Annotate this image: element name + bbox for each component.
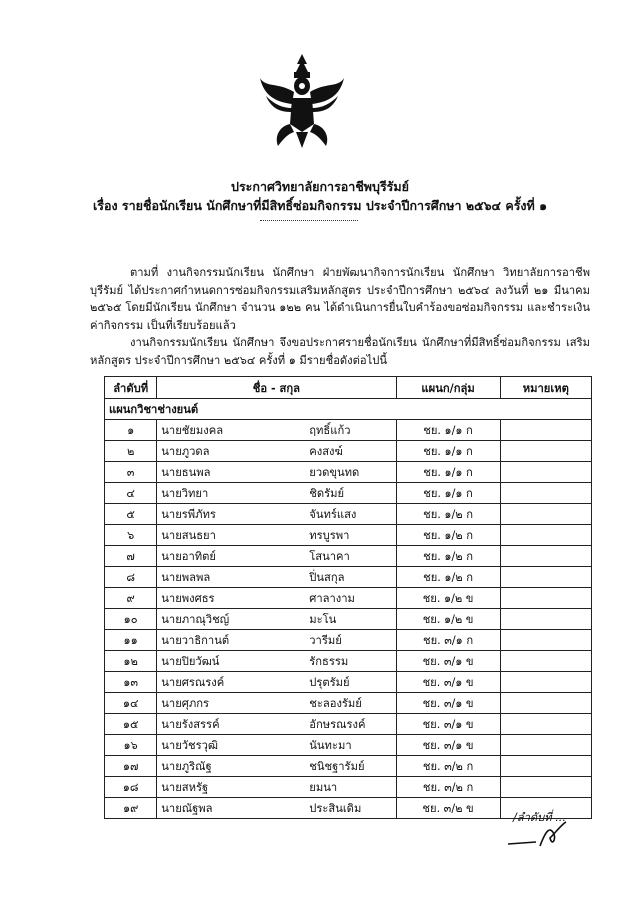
note: [500, 546, 591, 567]
dept-group: ชย. ๑/๑ ก: [396, 420, 500, 441]
note: [500, 483, 591, 504]
table-row: [105, 588, 592, 609]
note: [500, 714, 591, 735]
row-number: ๑๑: [105, 630, 157, 651]
row-number: ๗: [105, 546, 157, 567]
note: [500, 588, 591, 609]
row-number: ๑: [105, 420, 157, 441]
row-number: ๑๖: [105, 735, 157, 756]
first-name: นายธนพล: [161, 466, 211, 479]
student-name: [157, 651, 396, 672]
table-row: [105, 462, 592, 483]
announcement-subject: เรื่อง รายชื่อนักเรียน นักศึกษาที่มีสิทธิ์ซ่อมกิจกรรม ประจำปีการศึกษา ๒๕๖๔ ครั้งที่ ๑: [92, 198, 548, 213]
row-number: ๒: [105, 441, 157, 462]
table-row: [105, 630, 592, 651]
col-header-name: ชื่อ - สกุล: [157, 377, 396, 399]
last-name: ปรุตรัมย์: [309, 676, 350, 689]
first-name: นายวัชรวุฒิ: [161, 739, 219, 752]
first-name: นายวิทยา: [161, 487, 209, 500]
student-name: [157, 588, 396, 609]
student-name: [157, 504, 396, 525]
table-row: [105, 567, 592, 588]
table-row: [105, 651, 592, 672]
student-name: [157, 630, 396, 651]
note: [500, 630, 591, 651]
row-number: ๖: [105, 525, 157, 546]
note: [500, 609, 591, 630]
student-name: [157, 525, 396, 546]
note: [500, 651, 591, 672]
note: [500, 441, 591, 462]
first-name: นายพลพล: [161, 571, 211, 584]
first-name: นายพงศธร: [161, 592, 215, 605]
table-row: [105, 672, 592, 693]
dept-group: ชย. ๑/๑ ก: [396, 441, 500, 462]
last-name: อักษรณรงค์: [309, 718, 366, 731]
student-name: [157, 609, 396, 630]
student-name: [157, 420, 396, 441]
last-name: ประสินเดิม: [309, 802, 362, 815]
first-name: นายวาธิกานต์: [161, 634, 230, 647]
last-name: คงสงฆ์: [309, 445, 343, 458]
dept-group: ชย. ๑/๒ ก: [396, 504, 500, 525]
row-number: ๔: [105, 483, 157, 504]
note: [500, 756, 591, 777]
first-name: นายภูริณัฐ: [161, 760, 212, 773]
first-name: นายรังสรรค์: [161, 718, 220, 731]
first-name: นายศรณรงค์: [161, 676, 225, 689]
student-name: [157, 441, 396, 462]
row-number: ๑๒: [105, 651, 157, 672]
dept-group: ชย. ๑/๒ ข: [396, 588, 500, 609]
col-header-dept: แผนก/กลุ่ม: [396, 377, 500, 399]
dept-group: ชย. ๑/๒ ก: [396, 525, 500, 546]
table-row: [105, 714, 592, 735]
table-row: [105, 546, 592, 567]
row-number: ๙: [105, 588, 157, 609]
table-header-row: [105, 377, 592, 399]
table-row: [105, 777, 592, 798]
table-row: [105, 504, 592, 525]
first-name: นายรพีภัทร: [161, 508, 216, 521]
student-name: [157, 798, 396, 819]
note: [500, 672, 591, 693]
student-name: [157, 672, 396, 693]
announce-paragraph: [90, 334, 590, 369]
col-header-note: หมายเหตุ: [500, 377, 591, 399]
row-number: ๑๘: [105, 777, 157, 798]
last-name: รักธรรม: [309, 655, 349, 668]
note: [500, 567, 591, 588]
note: [500, 504, 591, 525]
section-row: [105, 399, 592, 420]
note: [500, 420, 591, 441]
row-number: ๑๔: [105, 693, 157, 714]
last-name: ศาลางาม: [309, 592, 355, 605]
last-name: ทรบูรพา: [309, 529, 350, 542]
student-name: [157, 462, 396, 483]
first-name: นายอาทิตย์: [161, 550, 216, 563]
last-name: ฤทธิ์แก้ว: [309, 424, 351, 437]
note: [500, 693, 591, 714]
note: [500, 777, 591, 798]
note: [500, 525, 591, 546]
dept-group: ชย. ๑/๑ ก: [396, 462, 500, 483]
row-number: ๑๙: [105, 798, 157, 819]
dept-group: ชย. ๓/๒ ก: [396, 777, 500, 798]
last-name: ยมนา: [309, 781, 338, 794]
student-name: [157, 567, 396, 588]
last-name: วารีมย์: [309, 634, 342, 647]
section-label: แผนกวิชาช่างยนต์: [105, 399, 592, 420]
dept-group: ชย. ๓/๑ ก: [396, 630, 500, 651]
first-name: นายภูวดล: [161, 445, 210, 458]
last-name: ยวดขุนทด: [309, 466, 360, 479]
last-name: ปิ่นสกุล: [309, 571, 345, 584]
last-name: นันทะมา: [309, 739, 352, 752]
table-row: [105, 735, 592, 756]
first-name: นายภาณุวิชญ์: [161, 613, 230, 626]
student-name: [157, 777, 396, 798]
last-name: มะโน: [309, 613, 337, 626]
intro-paragraph: [90, 264, 590, 334]
table-row: [105, 525, 592, 546]
row-number: ๑๐: [105, 609, 157, 630]
student-name: [157, 714, 396, 735]
table-row: [105, 441, 592, 462]
last-name: โสนาคา: [309, 550, 350, 563]
dept-group: ชย. ๓/๑ ข: [396, 693, 500, 714]
row-number: ๕: [105, 504, 157, 525]
first-name: นายปิยวัฒน์: [161, 655, 220, 668]
signature-icon: [506, 820, 576, 850]
dept-group: ชย. ๓/๑ ข: [396, 672, 500, 693]
row-number: ๘: [105, 567, 157, 588]
note: [500, 735, 591, 756]
table-row: [105, 609, 592, 630]
last-name: ชะลองรัมย์: [309, 697, 362, 710]
note: [500, 462, 591, 483]
dept-group: ชย. ๑/๒ ก: [396, 567, 500, 588]
student-name: [157, 693, 396, 714]
row-number: ๑๗: [105, 756, 157, 777]
first-name: นายศุภกร: [161, 697, 210, 710]
student-name: [157, 483, 396, 504]
table-row: [105, 756, 592, 777]
first-name: นายณัฐพล: [161, 802, 213, 815]
dept-group: ชย. ๑/๑ ก: [396, 483, 500, 504]
col-header-no: ลำดับที่: [105, 377, 157, 399]
table-row: [105, 483, 592, 504]
title-divider: [260, 214, 358, 221]
last-name: ชนิชฐารัมย์: [309, 760, 365, 773]
student-name: [157, 756, 396, 777]
row-number: ๓: [105, 462, 157, 483]
table-row: [105, 420, 592, 441]
last-name: จันทร์แสง: [309, 508, 357, 521]
announcement-title: ประกาศวิทยาลัยการอาชีพบุรีรัมย์: [231, 179, 409, 194]
student-name: [157, 546, 396, 567]
dept-group: ชย. ๓/๑ ข: [396, 651, 500, 672]
intro-paragraph-text: ตามที่ งานกิจกรรมนักเรียน นักศึกษา ฝ่ายพัฒนากิจการนักเรียน นักศึกษา วิทยาลัยการอาชีพบุรีรัมย์ ได้ประกาศกำหนดการซ่อมกิจกรรมเสริมหลักสูตร ประจำปีการศึกษา ๒๕๖๔ ลงวันที่ ๒๑ มีนาคม ๒๕๖๕ โดยมีนักเรียน นักศึกษา จำนวน ๑๒๒ คน ได้ดำเนินการยื่นใบคำร้องขอซ่อมกิจกรรม และชำระเงินค่ากิจกรรม เป็นที่เรียบร้อยแล้ว: [90, 266, 590, 332]
continuation-note: /ลำดับที่ ...: [513, 811, 566, 824]
student-name: [157, 735, 396, 756]
first-name: นายสนธยา: [161, 529, 216, 542]
dept-group: ชย. ๓/๑ ข: [396, 714, 500, 735]
dept-group: ชย. ๓/๒ ข: [396, 798, 500, 819]
last-name: ชิดรัมย์: [309, 487, 345, 500]
dept-group: ชย. ๑/๒ ก: [396, 546, 500, 567]
dept-group: ชย. ๓/๑ ข: [396, 735, 500, 756]
row-number: ๑๕: [105, 714, 157, 735]
student-table: [104, 376, 592, 819]
dept-group: ชย. ๑/๒ ข: [396, 609, 500, 630]
table-row: [105, 693, 592, 714]
garuda-emblem-icon: [258, 52, 346, 152]
row-number: ๑๓: [105, 672, 157, 693]
first-name: นายชัยมงคล: [161, 424, 224, 437]
announce-paragraph-text: งานกิจกรรมนักเรียน นักศึกษา จึงขอประกาศรายชื่อนักเรียน นักศึกษาที่มีสิทธิ์ซ่อมกิจกรรม เสริมหลักสูตร ประจำปีการศึกษา ๒๕๖๔ ครั้งที่ ๑ มีรายชื่อดังต่อไปนี้: [90, 336, 590, 367]
dept-group: ชย. ๓/๒ ก: [396, 756, 500, 777]
first-name: นายสหรัฐ: [161, 781, 209, 794]
